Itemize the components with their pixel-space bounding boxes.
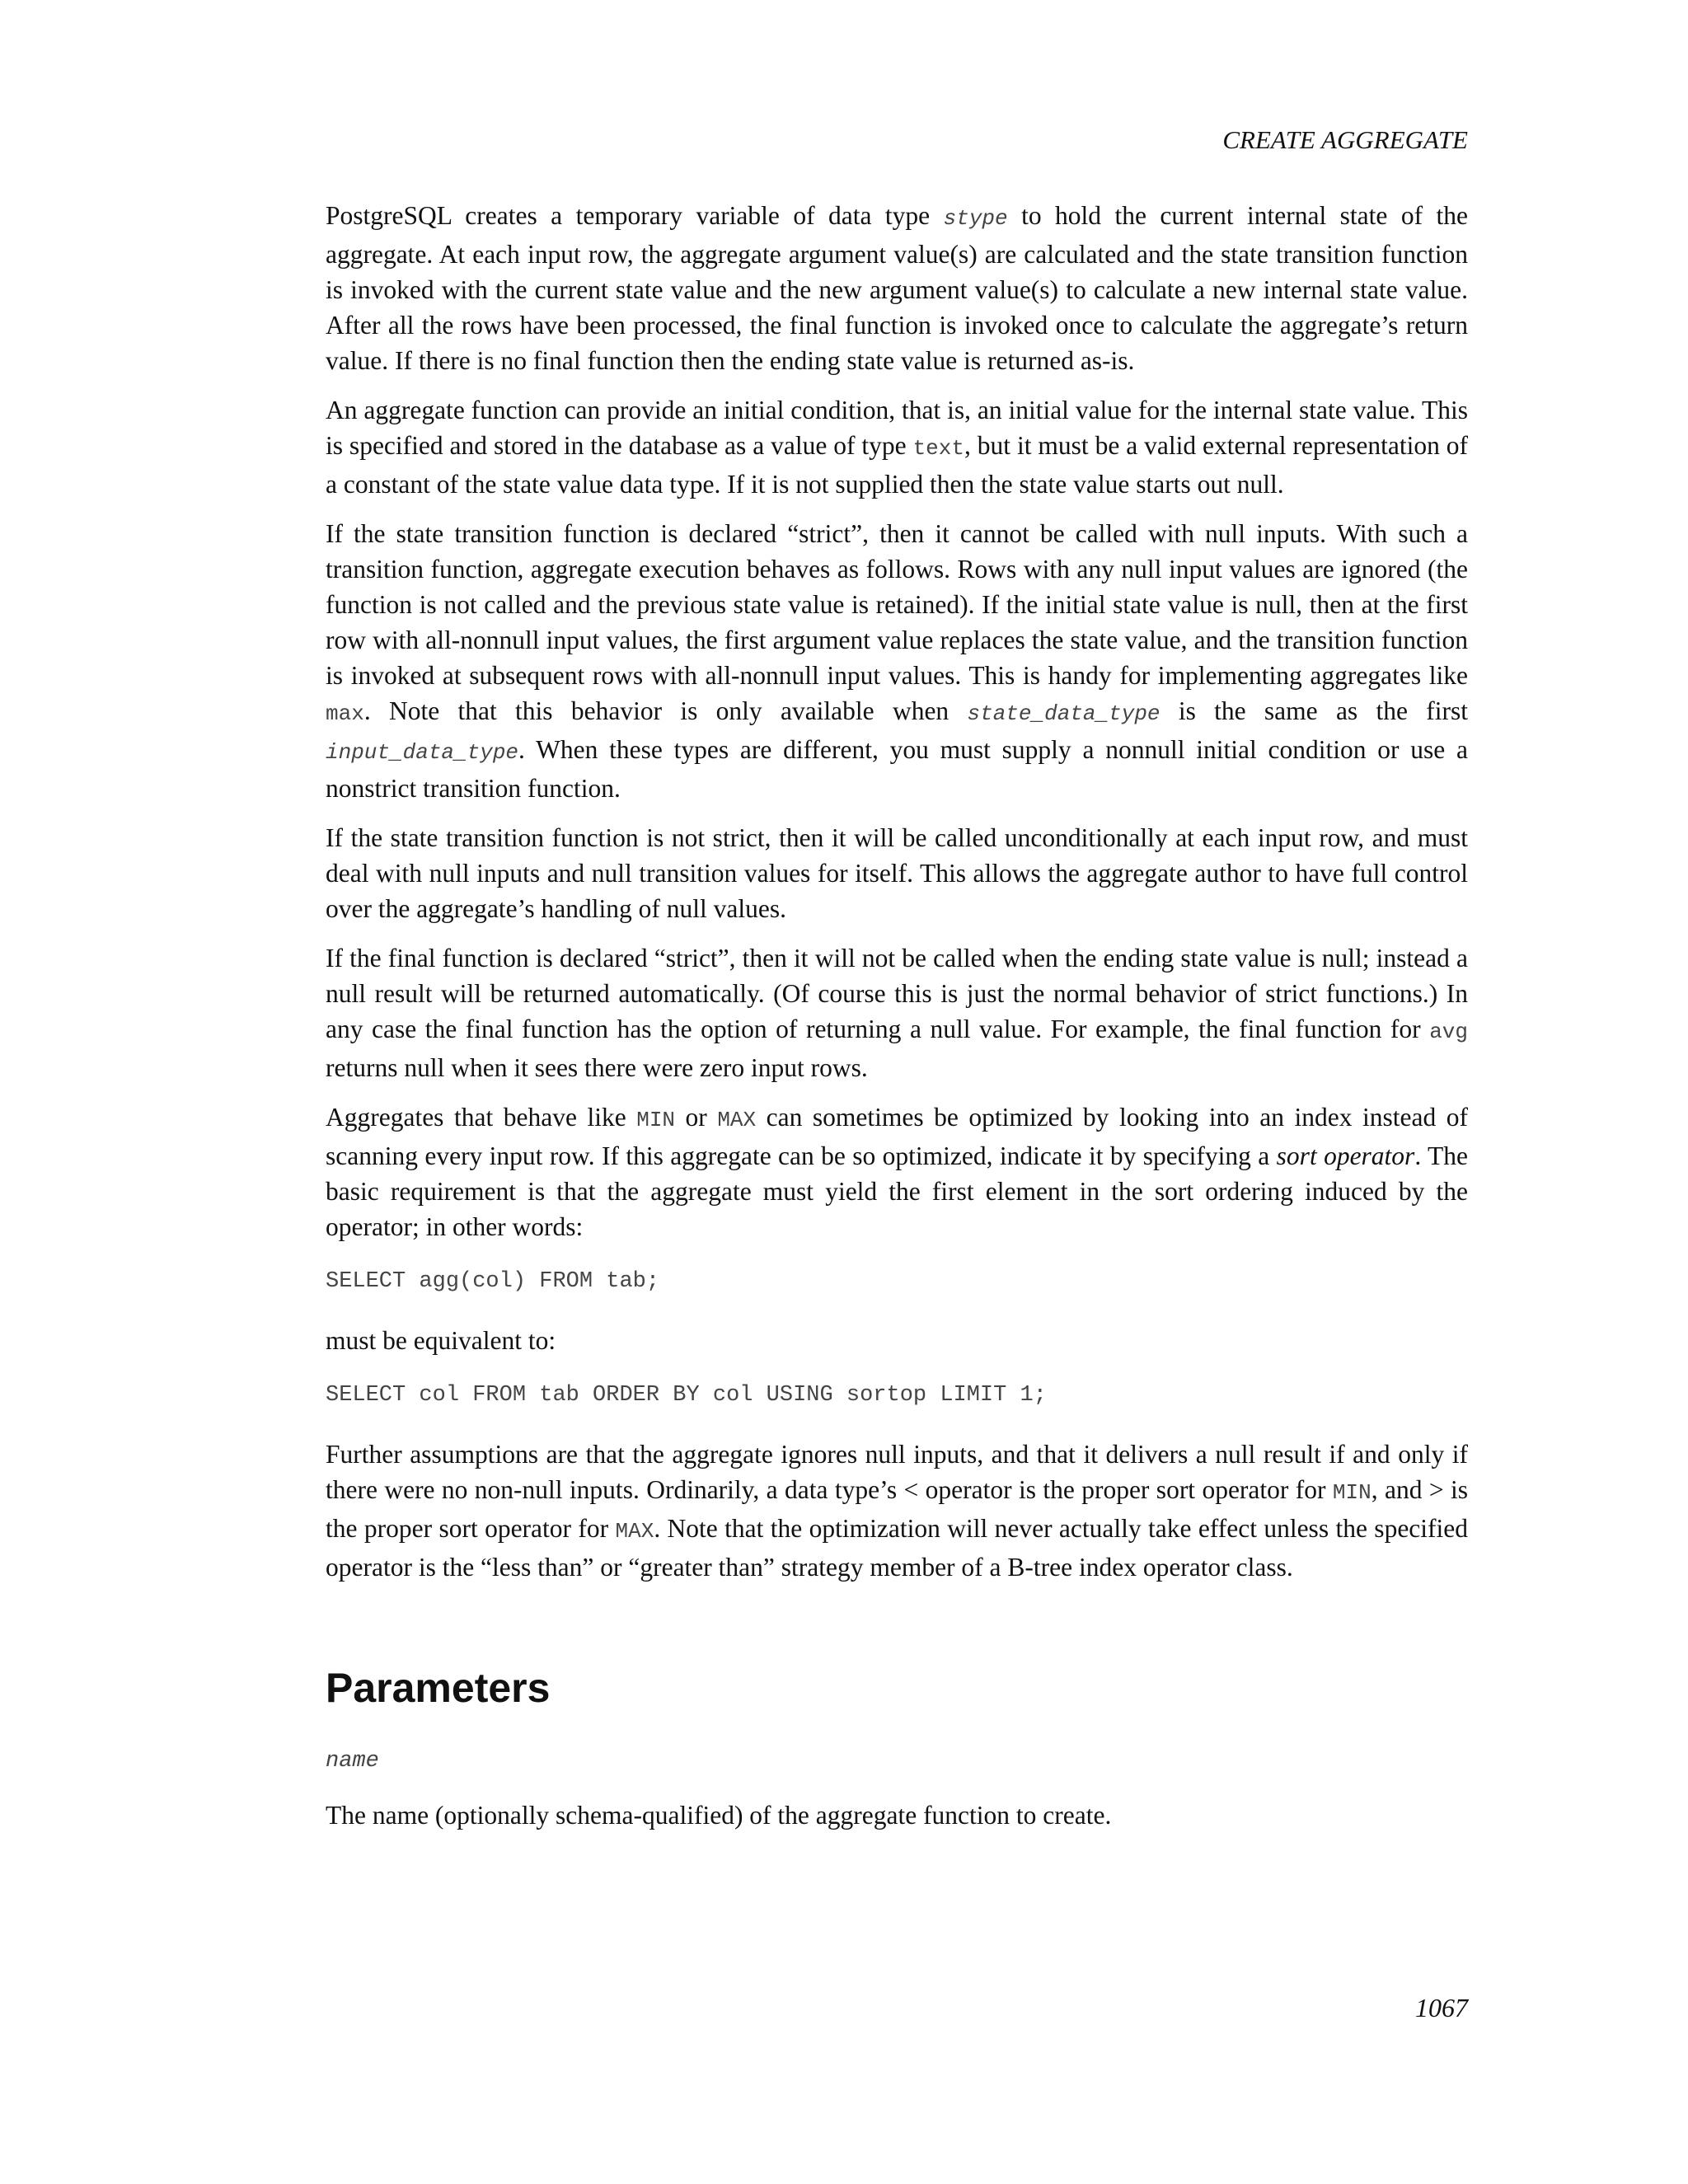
text-run: PostgreSQL creates a temporary variable of data type (326, 201, 944, 230)
text-run: or (675, 1103, 718, 1132)
text-run: . The basic requirement is that the aggregate must yield the first element in the sort ordering induced by the operator; in other words: (326, 1141, 1468, 1241)
text-run: An aggregate function can provide an initial condition, that is, an initial value for the internal state value. This is specified and stored in the database as a value of type (326, 396, 1468, 460)
paragraph (326, 1436, 1468, 1585)
paragraph (326, 1323, 1468, 1358)
inline-code: MIN (1332, 1480, 1372, 1505)
paragraph (326, 198, 1468, 378)
text-run: to hold the current internal state of the aggregate. At each input row, the aggregate argument value(s) are calculated and the state transition function is invoked with the current state value and the new argument value(s) to calculate a new internal state value. After all the rows have been processed, the final function is invoked once to calculate the aggregate’s return value. If there is no final function then the ending state value is returned as-is. (326, 201, 1468, 375)
inline-code: MIN (636, 1108, 676, 1132)
inline-code: input_data_type (326, 740, 519, 765)
inline-code: max (326, 701, 364, 726)
text-run: returns null when it sees there were zero input rows. (326, 1053, 868, 1082)
body-text (326, 198, 1468, 1847)
code-block: SELECT col FROM tab ORDER BY col USING sortop LIMIT 1; (326, 1383, 1047, 1408)
inline-code: MAX (717, 1108, 757, 1132)
emphasis: sort operator (1276, 1141, 1415, 1170)
text-run: , but it must be a valid external representation of a constant of the state value data type. If it is not supplied then the state value starts out null. (326, 431, 1468, 499)
inline-code: stype (943, 206, 1008, 231)
text-run: Aggregates that behave like (326, 1103, 637, 1132)
code-block: SELECT agg(col) FROM tab; (326, 1269, 660, 1294)
text-run: . Note that the optimization will never actually take effect unless the specified operator is the “less than” or “greater than” strategy member of a B-tree index operator class. (326, 1514, 1469, 1582)
parameter-description: The name (optionally schema-qualified) of the aggregate function to create. (326, 1801, 1112, 1830)
text-run: must be equivalent to: (326, 1326, 556, 1355)
text-run: can sometimes be optimized by looking into an index instead of scanning every input row. If this aggregate can be so optimized, indicate it by specifying a (326, 1103, 1468, 1170)
text-run: If the state transition function is declared “strict”, then it cannot be called with null inputs. With such a transition function, aggregate execution behaves as follows. Rows with any null input values are ignored (the function is not called and the previous state value is retained). If the initial state value is null, then at the first row with all-nonnull input values, the first argument value replaces the state value, and the transition function is invoked at subsequent rows with all-nonnull input values. This is handy for implementing aggregates like (326, 519, 1468, 690)
text-run: If the state transition function is not strict, then it will be called unconditionally at each input row, and must deal with null inputs and null transition values for itself. This allows the aggregate author to have full control over the aggregate’s handling of null values. (326, 823, 1468, 923)
paragraph (326, 516, 1468, 806)
text-run: is the same as the first (1160, 696, 1468, 725)
text-run: . Note that this behavior is only available when (363, 696, 968, 725)
inline-code: state_data_type (967, 701, 1160, 726)
text-run: , and > is the proper sort operator for (326, 1475, 1468, 1543)
text-run: If the final function is declared “strict”, then it will not be called when the ending state value is null; instead a null result will be returned automatically. (Of course this is just the normal behavior of strict functions.) In any case the final function has the option of returning a null value. For example, the final function for (326, 944, 1468, 1043)
text-run: . When these types are different, you must supply a nonnull initial condition or use a nonstrict transition function. (326, 735, 1468, 803)
inline-code: avg (1429, 1019, 1468, 1044)
paragraph (326, 1099, 1468, 1244)
paragraph (326, 940, 1468, 1085)
section-heading: Parameters (326, 1665, 551, 1711)
paragraph (326, 820, 1468, 926)
parameter-term: name (326, 1749, 379, 1774)
page-number: 1067 (1415, 1993, 1468, 2022)
text-run: Further assumptions are that the aggregate ignores null inputs, and that it delivers a null result if and only if there were no non-null inputs. Ordinarily, a data type’s < operator is the proper sort operator for (326, 1440, 1468, 1504)
running-header: CREATE AGGREGATE (1222, 125, 1468, 154)
inline-code: MAX (615, 1519, 654, 1544)
paragraph (326, 392, 1468, 502)
inline-code: text (912, 436, 964, 461)
